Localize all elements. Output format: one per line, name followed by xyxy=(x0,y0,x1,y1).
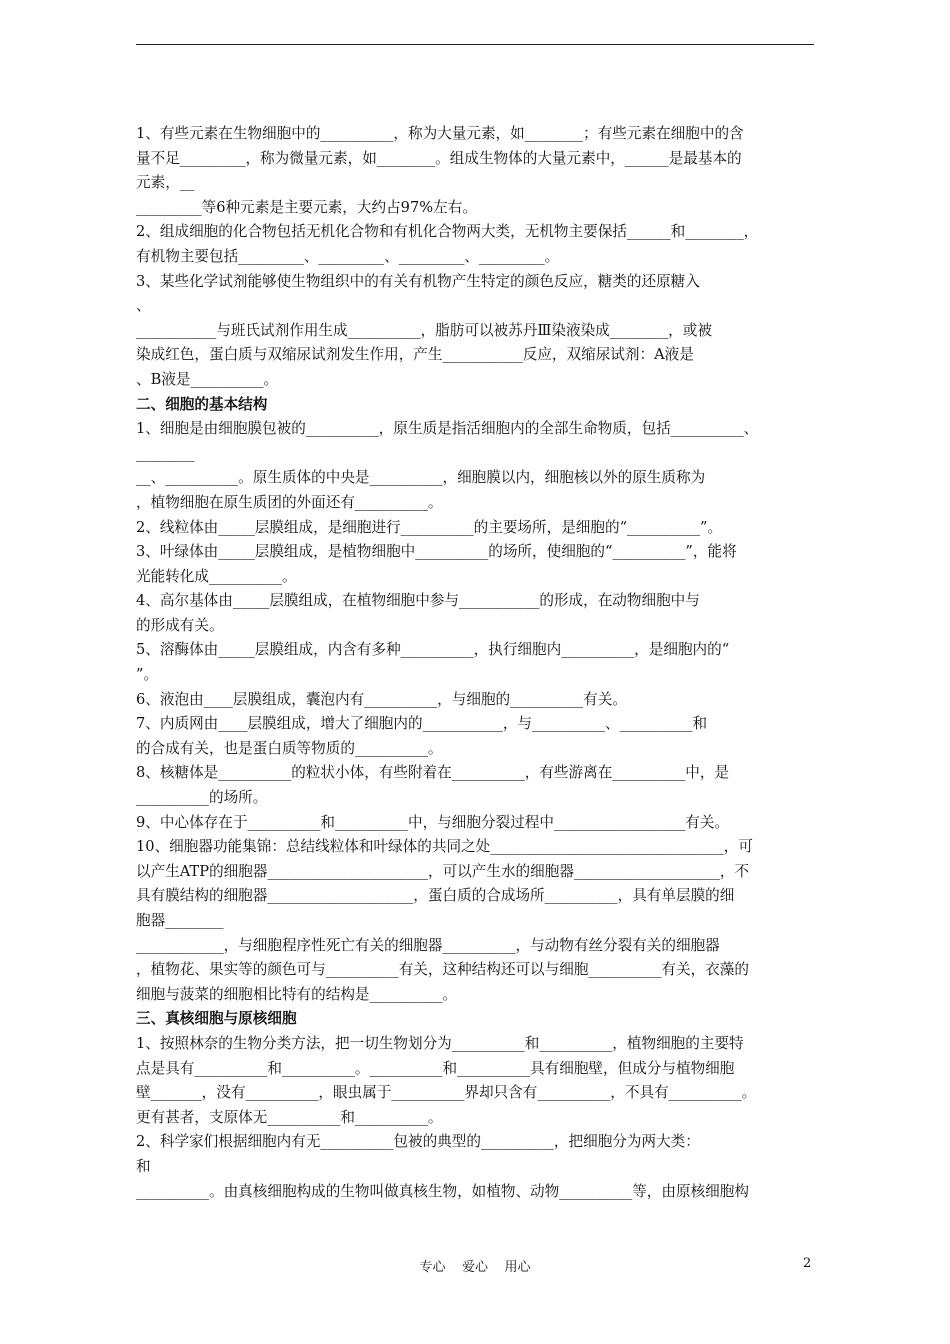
text-line: 元素，__ xyxy=(136,174,195,192)
section-heading: 二、细胞的基本结构 xyxy=(136,395,268,413)
text-line: 3、某些化学试剂能够使生物组织中的有关有机物产生特定的颜色反应，糖类的还原糖入 xyxy=(136,272,700,290)
document-body xyxy=(136,122,818,1204)
text-line: 点是具有__________和__________。__________和__________具有细胞壁，但成分与植物细胞 xyxy=(136,1059,735,1077)
text-line: 9、中心体存在于__________和__________中，与细胞分裂过程中__________________有关。 xyxy=(136,813,730,831)
text-line: 8、核糖体是__________的粒状小体，有些附着在__________，有些游离在__________中，是 xyxy=(136,764,730,782)
text-line: ，植物花、果实等的颜色可与__________有关，这种结构还可以与细胞__________有关，衣藻的 xyxy=(136,961,749,979)
text-line: __________。由真核细胞构成的生物叫做真核生物，如植物、动物__________等，由原核细胞构 xyxy=(136,1182,749,1200)
text-line: 7、内质网由____层膜组成，增大了细胞内的___________，与__________、__________和 xyxy=(136,715,708,733)
text-line: 光能转化成__________。 xyxy=(136,567,297,585)
text-line: 10、细胞器功能集锦：总结线粒体和叶绿体的共同之处________________________________，可 xyxy=(136,838,753,856)
text-line: 6、液泡由____层膜组成，囊泡内有__________，与细胞的__________有关。 xyxy=(136,690,627,708)
text-line: 有机物主要包括_________、_________、_________、_________。 xyxy=(136,247,560,265)
text-line: 更有甚者，支原体无__________和__________。 xyxy=(136,1108,443,1126)
text-line: 1、有些元素在生物细胞中的__________，称为大量元素，如________；有些元素在细胞中的含 xyxy=(136,125,744,142)
text-line: ，植物细胞在原生质团的外面还有__________。 xyxy=(136,493,443,511)
footer-motto: 专心 爱心 用心 xyxy=(419,1260,531,1275)
text-line: ________ xyxy=(136,444,195,462)
text-line: _________等6种元素是主要元素，大约占97%左右。 xyxy=(136,198,477,216)
text-line: 1、细胞是由细胞膜包被的__________，原生质是指活细胞内的全部生命物质，包括__________、 xyxy=(136,420,759,438)
text-line: ____________，与细胞程序性死亡有关的细胞器__________，与动物有丝分裂有关的细胞器 xyxy=(136,936,720,954)
text-line: 2、线粒体由_____层膜组成，是细胞进行__________的主要场所，是细胞的“__________”。 xyxy=(136,518,723,536)
text-line: 2、组成细胞的化合物包括无机化合物和有机化合物两大类，无机物主要保括______和________， xyxy=(136,223,759,241)
text-line: 5、溶酶体由_____层膜组成，内含有多种__________，执行细胞内__________，是细胞内的“ xyxy=(136,641,730,659)
text-line: 具有膜结构的细胞器____________________，蛋白质的合成场所__________，具有单层膜的细 xyxy=(136,887,735,905)
text-line: 的形成有关。 xyxy=(136,616,224,634)
text-line: 2、科学家们根据细胞内有无__________包被的典型的__________，把细胞分为两大类： xyxy=(136,1133,700,1151)
text-line: 量不足_________，称为微量元素，如________。组成生物体的大量元素中，______是最基本的 xyxy=(136,149,742,167)
text-line: 细胞与菠菜的细胞相比特有的结构是__________。 xyxy=(136,985,458,1003)
text-line: 的合成有关，也是蛋白质等物质的__________。 xyxy=(136,739,443,757)
text-line: ___________与班氏试剂作用生成__________，脂肪可以被苏丹Ⅲ染液染成________，或被 xyxy=(136,321,712,339)
section-heading: 三、真核细胞与原核细胞 xyxy=(136,1010,297,1028)
header-rule xyxy=(136,44,814,45)
text-line: 3、叶绿体由_____层膜组成，是植物细胞中__________的场所，使细胞的“__________”，能将 xyxy=(136,543,737,561)
text-line: __________的场所。 xyxy=(136,789,268,807)
text-line: 胞器________ xyxy=(136,912,224,929)
text-line: 、 xyxy=(136,297,151,315)
text-line: 染成红色，蛋白质与双缩尿试剂发生作用，产生___________反应，双缩尿试剂：A液是 xyxy=(136,346,694,364)
text-line: ”。 xyxy=(136,666,159,684)
text-line: 壁_______，没有__________，眼虫属于__________界却只含有__________，不具有__________。 xyxy=(136,1084,757,1102)
text-line: 1、按照林奈的生物分类方法，把一切生物划分为__________和__________，植物细胞的主要特 xyxy=(136,1034,744,1052)
text-line: 4、高尔基体由_____层膜组成，在植物细胞中参与___________的形成，在动物细胞中与 xyxy=(136,592,700,610)
text-line: 和 xyxy=(136,1157,151,1175)
text-line: 、B液是__________。 xyxy=(136,370,279,388)
text-line: 以产生ATP的细胞器______________________，可以产生水的细胞器____________________，不 xyxy=(136,862,750,880)
page-number: 2 xyxy=(803,1256,812,1271)
text-line: __、__________。原生质体的中央是__________，细胞膜以内，细胞核以外的原生质称为 xyxy=(136,469,706,487)
